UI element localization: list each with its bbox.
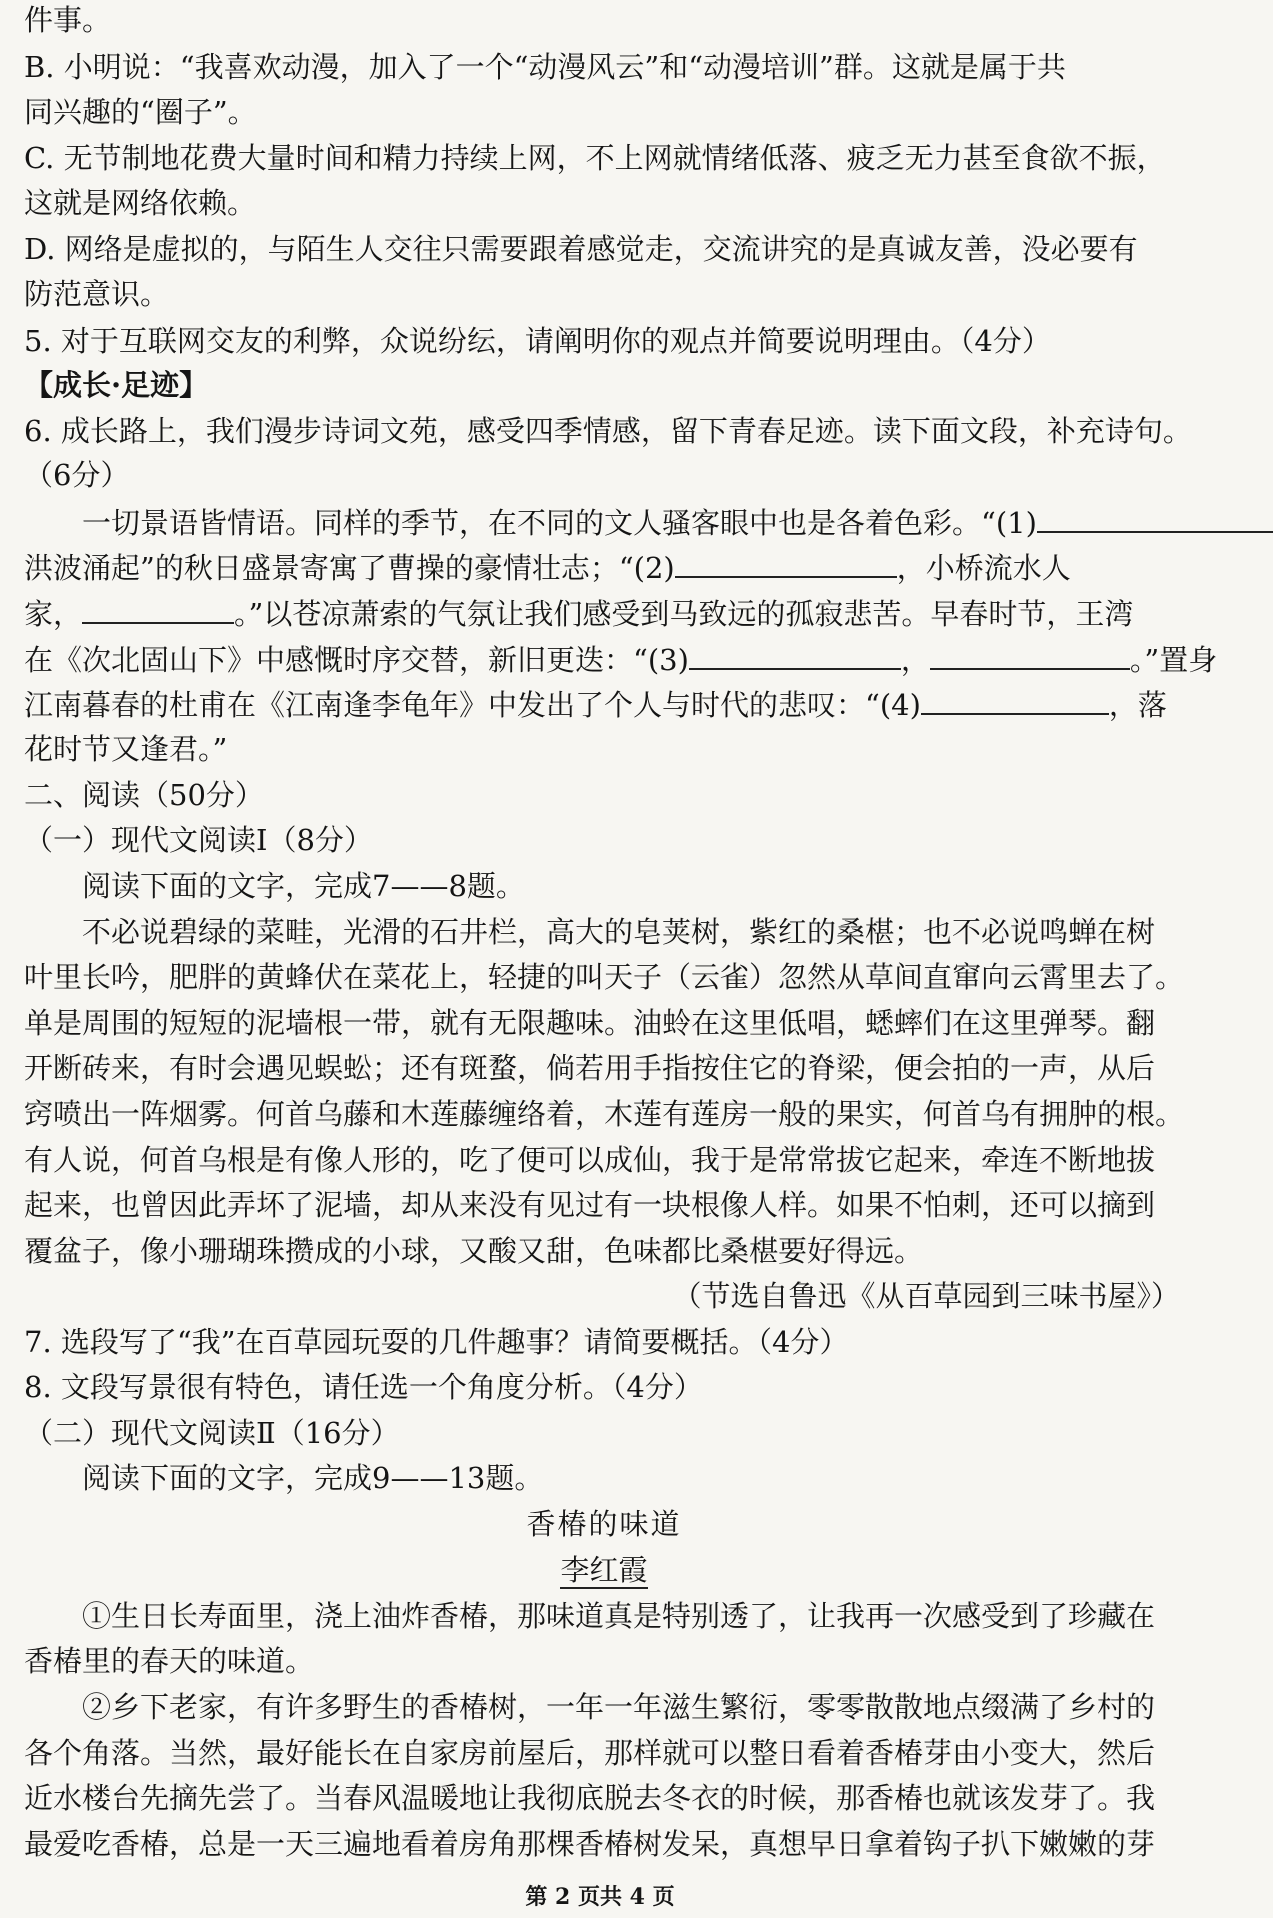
passage-line: 香椿里的春天的味道。 <box>24 1644 315 1678</box>
fill-in-paragraph <box>24 683 1184 723</box>
passage-line: 各个角落。当然，最好能长在自家房前屋后，那样就可以整日看着香椿芽由小变大，然后 <box>24 1736 1156 1770</box>
option-d: D. 网络是虚拟的，与陌生人交往只需要跟着感觉走，交流讲究的是真诚友善，没必要有 <box>24 232 1138 266</box>
question-8: 8. 文段写景很有特色，请任选一个角度分析。（4分） <box>24 1370 703 1404</box>
passage-source: （节选自鲁迅《从百草园到三味书屋》） <box>672 1279 1180 1313</box>
text-line: 防范意识。 <box>24 277 170 311</box>
passage-line: 窍喷出一阵烟雾。何首乌藤和木莲藤缠络着，木莲有莲房一般的果实，何首乌有拥肿的根。 <box>24 1097 1185 1131</box>
instruction: 阅读下面的文字，完成7——8题。 <box>82 869 525 903</box>
text-segment: 洪波涌起”的秋日盛景寄寓了曹操的豪情壮志；“(2) <box>24 551 675 585</box>
text-line: 这就是网络依赖。 <box>24 186 257 220</box>
passage-line: 近水楼台先摘先尝了。当春风温暖地让我彻底脱去冬衣的时候，那香椿也就该发芽了。我 <box>24 1781 1156 1815</box>
text-segment: ，小桥流水人 <box>896 551 1071 585</box>
text-line: 花时节又逢君。” <box>24 732 228 766</box>
passage-line: 叶里长吟，肥胖的黄蜂伏在菜花上，轻捷的叫天子（云雀）忽然从草间直窜向云霄里去了。 <box>24 960 1185 994</box>
text-segment: 一切景语皆情语。同样的季节，在不同的文人骚客眼中也是各着色彩。“(1) <box>82 506 1037 540</box>
answer-blank[interactable] <box>689 638 901 670</box>
page-footer: 第 2 页共 4 页 <box>525 1884 675 1910</box>
passage-line: ②乡下老家，有许多野生的香椿树，一年一年滋生繁衍，零零散散地点缀满了乡村的 <box>82 1690 1156 1724</box>
passage-line: 不必说碧绿的菜畦，光滑的石井栏，高大的皂荚树，紫红的桑椹；也不必说鸣蝉在树 <box>82 915 1156 949</box>
section-heading: 二、阅读（50分） <box>24 778 264 812</box>
passage-line: 起来，也曾因此弄坏了泥墙，却从来没有见过有一块根像人样。如果不怕刺，还可以摘到 <box>24 1188 1156 1222</box>
text-segment: 在《次北固山下》中感慨时序交替，新旧更迭：“(3) <box>24 643 689 677</box>
answer-blank[interactable] <box>675 546 897 578</box>
text-segment: 江南暮春的杜甫在《江南逢李龟年》中发出了个人与时代的悲叹：“(4) <box>24 688 921 722</box>
answer-blank[interactable] <box>82 592 234 624</box>
passage-line: 单是周围的短短的泥墙根一带，就有无限趣味。油蛉在这里低唱，蟋蟀们在这里弹琴。翻 <box>24 1006 1156 1040</box>
text-line: （6分） <box>24 458 130 492</box>
option-c: C. 无节制地花费大量时间和精力持续上网，不上网就情绪低落、疲乏无力甚至食欲不振， <box>24 141 1166 175</box>
passage-line: 最爱吃香椿，总是一天三遍地看着房角那棵香椿树发呆，真想早日拿着钩子扒下嫩嫩的芽 <box>24 1827 1156 1861</box>
text-segment: 家， <box>24 597 83 631</box>
fill-in-paragraph <box>24 501 1242 541</box>
answer-blank[interactable] <box>921 683 1109 715</box>
passage-line: 覆盆子，像小珊瑚珠攒成的小球，又酸又甜，色味都比桑椹要好得远。 <box>24 1234 924 1268</box>
passage-line: ①生日长寿面里，浇上油炸香椿，那味道真是特别透了，让我再一次感受到了珍藏在 <box>82 1599 1156 1633</box>
fill-in-paragraph <box>24 546 1184 586</box>
article-title: 香椿的味道 <box>526 1507 682 1541</box>
question-5: 5. 对于互联网交友的利弊，众说纷纭，请阐明你的观点并简要说明理由。（4分） <box>24 324 1051 358</box>
author-name: 李红霞 <box>560 1553 648 1587</box>
section-heading: 【成长·足迹】 <box>24 368 209 402</box>
passage-line: 有人说，何首乌根是有像人形的，吃了便可以成仙，我于是常常拔它起来，牵连不断地拔 <box>24 1143 1156 1177</box>
text-segment: ，落 <box>1108 688 1167 722</box>
fill-in-paragraph <box>24 592 1184 632</box>
question-7: 7. 选段写了“我”在百草园玩耍的几件趣事？请简要概括。（4分） <box>24 1325 849 1359</box>
text-segment: ， <box>900 643 930 677</box>
text-line: 件事。 <box>24 3 112 37</box>
question-6: 6. 成长路上，我们漫步诗词文苑，感受四季情感，留下青春足迹。读下面文段，补充诗句。 <box>24 414 1192 448</box>
option-b: B. 小明说：“我喜欢动漫，加入了一个“动漫风云”和“动漫培训”群。这就是属于共 <box>24 50 1066 84</box>
fill-in-paragraph <box>24 638 1218 678</box>
text-line: 同兴趣的“圈子”。 <box>24 95 257 129</box>
subsection-heading: （二）现代文阅读Ⅱ（16分） <box>24 1416 400 1450</box>
article-author <box>24 1550 1184 1590</box>
answer-blank[interactable] <box>1037 501 1273 533</box>
answer-blank[interactable] <box>930 638 1130 670</box>
passage-line: 开断砖来，有时会遇见蜈蚣；还有斑蝥，倘若用手指按住它的脊梁，便会拍的一声，从后 <box>24 1051 1156 1085</box>
text-segment: 。”置身 <box>1129 643 1218 677</box>
instruction: 阅读下面的文字，完成9——13题。 <box>82 1461 544 1495</box>
subsection-heading: （一）现代文阅读Ⅰ（8分） <box>24 823 373 857</box>
text-segment: 。”以苍凉萧索的气氛让我们感受到马致远的孤寂悲苦。早春时节，王湾 <box>234 597 1134 631</box>
